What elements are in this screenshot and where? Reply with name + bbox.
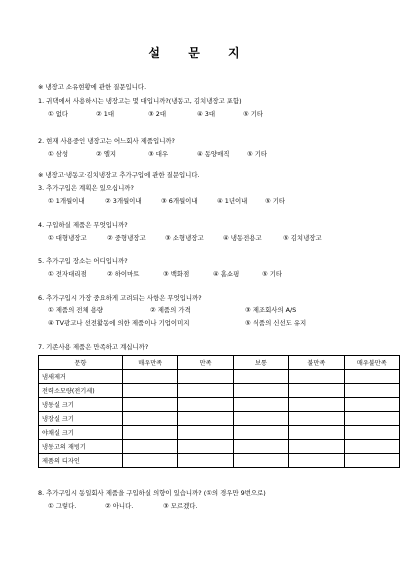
rating-cell[interactable] xyxy=(178,440,233,454)
q3-option[interactable]: ④ 1년이내 xyxy=(217,197,248,205)
question-1: 1. 귀댁에서 사용하시는 냉장고는 몇 대입니까?(냉동고, 김치냉장고 포함) xyxy=(38,97,242,105)
q1-option[interactable]: ⑤ 기타 xyxy=(243,110,264,118)
column-header: 불만족 xyxy=(289,356,344,370)
table-row xyxy=(39,398,400,412)
question-6: 6. 추가구입시 가장 중요하게 고려되는 사항은 무엇입니까? xyxy=(38,294,202,302)
rating-cell[interactable] xyxy=(178,384,233,398)
table-row xyxy=(39,426,400,440)
q3-option[interactable]: ① 1개월이내 xyxy=(48,197,85,205)
rating-cell[interactable] xyxy=(289,384,344,398)
q6-option[interactable]: ③ 제조회사의 A/S xyxy=(245,306,297,314)
row-label: 냉동실 크기 xyxy=(39,398,123,412)
rating-cell[interactable] xyxy=(178,412,233,426)
q3-option[interactable]: ② 3개월이내 xyxy=(105,197,142,205)
rating-cell[interactable] xyxy=(233,454,288,468)
rating-cell[interactable] xyxy=(233,426,288,440)
q1-option[interactable]: ③ 2대 xyxy=(148,110,166,118)
rating-cell[interactable] xyxy=(123,370,178,384)
rating-cell[interactable] xyxy=(123,398,178,412)
rating-cell[interactable] xyxy=(178,426,233,440)
rating-cell[interactable] xyxy=(178,370,233,384)
table-row xyxy=(39,370,400,384)
row-label: 냉동고의 재빙기 xyxy=(39,440,123,454)
rating-cell[interactable] xyxy=(123,426,178,440)
rating-cell[interactable] xyxy=(344,412,399,426)
rating-cell[interactable] xyxy=(178,454,233,468)
rating-cell[interactable] xyxy=(289,370,344,384)
rating-cell[interactable] xyxy=(289,454,344,468)
rating-cell[interactable] xyxy=(344,398,399,412)
row-label: 전력소모량(전기세) xyxy=(39,384,123,398)
rating-cell[interactable] xyxy=(344,454,399,468)
row-label: 야채실 크기 xyxy=(39,426,123,440)
rating-cell[interactable] xyxy=(289,426,344,440)
question-3: 3. 추가구입은 계획은 있으십니까? xyxy=(38,184,134,192)
section-header-purchase: ※ 냉장고·냉동고·김치냉장고 추가구입에 관한 질문입니다. xyxy=(38,171,200,179)
row-label: 제품의 디자인 xyxy=(39,454,123,468)
q4-option[interactable]: ③ 소형냉장고 xyxy=(165,234,204,242)
satisfaction-table xyxy=(38,355,400,468)
q4-option[interactable]: ⑤ 김치냉장고 xyxy=(283,234,322,242)
page-title: 설 문 지 xyxy=(148,46,252,60)
rating-cell[interactable] xyxy=(344,440,399,454)
q1-option[interactable]: ④ 3대 xyxy=(197,110,215,118)
q5-option[interactable]: ① 전자대리점 xyxy=(48,270,87,278)
q6-option[interactable]: ⑤ 식품의 신선도 유지 xyxy=(245,319,307,327)
q8-option[interactable]: ② 아니다. xyxy=(105,502,134,510)
table-row xyxy=(39,440,400,454)
rating-cell[interactable] xyxy=(233,440,288,454)
rating-cell[interactable] xyxy=(123,384,178,398)
rating-cell[interactable] xyxy=(344,370,399,384)
question-7: 7. 기존사용 제품은 만족하고 계십니까? xyxy=(38,343,149,351)
q6-option[interactable]: ① 제품의 전체 용량 xyxy=(48,306,104,314)
rating-cell[interactable] xyxy=(233,412,288,426)
table-header-row xyxy=(39,356,400,370)
row-label: 냄새제거 xyxy=(39,370,123,384)
q2-option[interactable]: ③ 대우 xyxy=(148,150,169,158)
rating-cell[interactable] xyxy=(233,370,288,384)
q5-option[interactable]: ② 하이마트 xyxy=(107,270,140,278)
rating-cell[interactable] xyxy=(344,426,399,440)
q8-option[interactable]: ③ 모르겠다. xyxy=(163,502,198,510)
section-header-ownership: ※ 냉장고 소유현황에 관한 질문입니다. xyxy=(38,83,147,91)
table-row xyxy=(39,384,400,398)
q8-option[interactable]: ① 그렇다. xyxy=(48,502,77,510)
rating-cell[interactable] xyxy=(123,412,178,426)
table-row xyxy=(39,454,400,468)
question-4: 4. 구입하실 제품은 무엇입니까? xyxy=(38,221,128,229)
column-header: 문항 xyxy=(39,356,123,370)
column-header: 매우불만족 xyxy=(344,356,399,370)
rating-cell[interactable] xyxy=(289,398,344,412)
rating-cell[interactable] xyxy=(289,440,344,454)
q3-option[interactable]: ③ 6개월이내 xyxy=(161,197,198,205)
q2-option[interactable]: ⑤ 기타 xyxy=(247,150,268,158)
q1-option[interactable]: ① 없다 xyxy=(48,110,69,118)
row-label: 냉장실 크기 xyxy=(39,412,123,426)
q2-option[interactable]: ② 엘지 xyxy=(96,150,117,158)
rating-cell[interactable] xyxy=(233,398,288,412)
rating-cell[interactable] xyxy=(178,398,233,412)
question-5: 5. 추가구입 장소는 어디입니까? xyxy=(38,257,128,265)
table-row xyxy=(39,412,400,426)
rating-cell[interactable] xyxy=(289,412,344,426)
question-8: 8. 추가구입시 동일회사 제품을 구입하실 의향이 있습니까? (①의 경우만 9번으로) xyxy=(38,489,266,497)
column-header: 보통 xyxy=(233,356,288,370)
q4-option[interactable]: ④ 냉동전용고 xyxy=(223,234,262,242)
q5-option[interactable]: ④ 홈쇼핑 xyxy=(213,270,240,278)
q4-option[interactable]: ① 대형냉장고 xyxy=(48,234,87,242)
rating-cell[interactable] xyxy=(123,454,178,468)
q5-option[interactable]: ③ 백화점 xyxy=(163,270,190,278)
rating-cell[interactable] xyxy=(344,384,399,398)
rating-cell[interactable] xyxy=(233,384,288,398)
q2-option[interactable]: ① 삼성 xyxy=(48,150,69,158)
column-header: 만족 xyxy=(178,356,233,370)
column-header: 매우만족 xyxy=(123,356,178,370)
q5-option[interactable]: ⑤ 기타 xyxy=(262,270,283,278)
rating-cell[interactable] xyxy=(123,440,178,454)
q6-option[interactable]: ② 제품의 가격 xyxy=(150,306,191,314)
question-2: 2. 현재 사용중인 냉장고는 어느회사 제품입니까? xyxy=(38,137,175,145)
q2-option[interactable]: ④ 동양매직 xyxy=(197,150,230,158)
q1-option[interactable]: ② 1대 xyxy=(96,110,114,118)
q4-option[interactable]: ② 중형냉장고 xyxy=(107,234,146,242)
q3-option[interactable]: ⑤ 기타 xyxy=(265,197,286,205)
q6-option[interactable]: ④ TV광고나 선전활동에 의한 제품이나 기업이미지 xyxy=(48,319,190,327)
